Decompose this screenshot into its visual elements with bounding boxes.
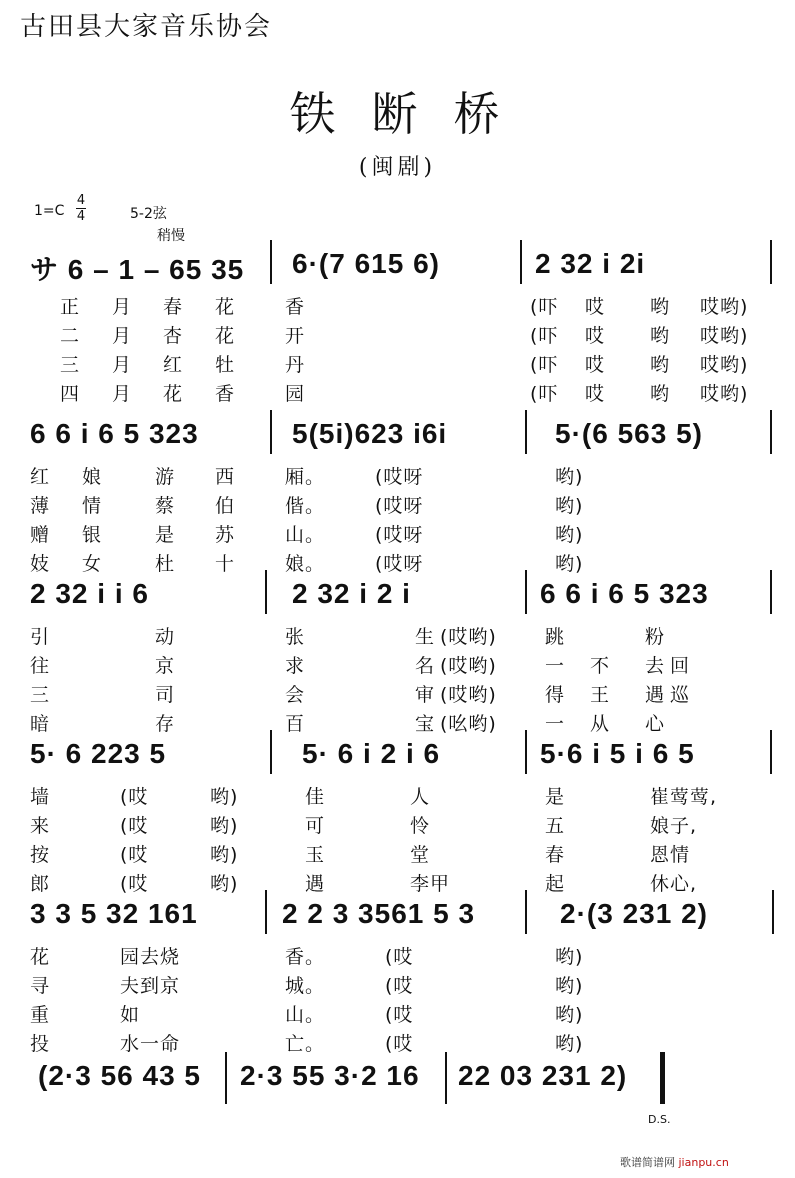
lyric-word: 崔莺莺, — [650, 786, 718, 808]
lyric-word: 哟) — [210, 844, 239, 866]
note-segment: 6 6 i 6 5 323 — [540, 578, 709, 609]
lyric-word: 起 — [545, 873, 566, 895]
dal-segno-mark: D.S. — [648, 1113, 671, 1126]
lyric-word: 京 — [155, 655, 176, 677]
lyric-word: 司 — [155, 684, 176, 706]
lyric-word: 名 — [415, 655, 436, 677]
note-segment: 3 3 5 32 161 — [30, 898, 198, 929]
lyric-word: 哎哟) — [700, 383, 749, 405]
lyric-word: 香 — [285, 296, 306, 318]
lyric-word: 红 — [163, 354, 184, 376]
note-segment: 6·(7 615 6) — [292, 248, 440, 279]
lyric-word: 得 — [545, 684, 566, 706]
lyric-line — [0, 520, 795, 546]
lyric-word: (哎 — [385, 946, 414, 968]
lyric-word: 怜 — [410, 815, 431, 837]
lyric-word: (吓 — [530, 296, 559, 318]
lyric-word: 杜 — [155, 553, 176, 575]
lyric-word: 园 — [285, 383, 306, 405]
lyric-word: 宝 — [415, 713, 436, 735]
lyric-line — [0, 622, 795, 648]
note-segment: 2·3 55 3·2 16 — [240, 1060, 420, 1091]
lyric-word: 求 — [285, 655, 306, 677]
lyric-word: 亡。 — [285, 1033, 326, 1055]
lyric-word: 二 — [60, 325, 81, 347]
lyric-line — [0, 549, 795, 575]
lyric-word: 薄 — [30, 495, 51, 517]
lyric-line — [0, 709, 795, 735]
lyric-word: (哎 — [120, 786, 149, 808]
lyric-word: 情 — [82, 495, 103, 517]
lyric-line — [0, 840, 795, 866]
lyric-word: 哟) — [210, 786, 239, 808]
barline — [525, 730, 527, 774]
lyric-word: 月 — [112, 296, 133, 318]
lyric-word: 四 — [60, 383, 81, 405]
lyric-word: 花 — [215, 296, 236, 318]
lyric-word: 李甲 — [410, 873, 451, 895]
lyric-line — [0, 651, 795, 677]
string-tuning: 5-2弦 — [130, 206, 167, 222]
lyric-word: 花 — [215, 325, 236, 347]
lyric-word: 投 — [30, 1033, 51, 1055]
lyric-word: 重 — [30, 1004, 51, 1026]
barline — [770, 570, 772, 614]
lyric-word: 夫到京 — [120, 975, 181, 997]
lyric-word: 是 — [155, 524, 176, 546]
lyric-word: (吓 — [530, 325, 559, 347]
lyric-word: 香。 — [285, 946, 326, 968]
barline — [270, 240, 272, 284]
lyric-word: 花 — [30, 946, 51, 968]
lyric-word: 回 — [670, 655, 691, 677]
lyric-word: 堂 — [410, 844, 431, 866]
lyric-word: (哎 — [385, 975, 414, 997]
note-segment: サ 6 – 1 – 65 35 — [30, 254, 245, 285]
lyric-line — [0, 321, 795, 347]
lyric-line — [0, 292, 795, 318]
lyric-word: 王 — [590, 684, 611, 706]
lyric-line — [0, 462, 795, 488]
lyric-word: 动 — [155, 626, 176, 648]
lyric-word: 红 — [30, 466, 51, 488]
meter-bottom: 4 — [76, 209, 86, 224]
barline — [525, 410, 527, 454]
note-segment: 5· 6 i 2 i 6 — [302, 738, 441, 769]
note-segment: 2 32 i i 6 — [30, 578, 149, 609]
lyric-word: (哎 — [385, 1004, 414, 1026]
lyric-word: 百 — [285, 713, 306, 735]
final-barline — [660, 1052, 665, 1104]
lyric-word: 郎 — [30, 873, 51, 895]
lyric-word: 开 — [285, 325, 306, 347]
lyric-word: 哎哟) — [700, 354, 749, 376]
lyric-word: 蔡 — [155, 495, 176, 517]
lyric-line — [0, 811, 795, 837]
lyric-word: 哎 — [585, 325, 606, 347]
lyric-word: 哟) — [555, 466, 584, 488]
note-segment: 2·(3 231 2) — [560, 898, 708, 929]
lyric-word: 五 — [545, 815, 566, 837]
note-segment: 6 6 i 6 5 323 — [30, 418, 199, 449]
lyric-word: 哟) — [555, 524, 584, 546]
lyric-word: 哎 — [585, 383, 606, 405]
lyric-word: 张 — [285, 626, 306, 648]
barline — [225, 1052, 227, 1104]
lyric-word: 女 — [82, 553, 103, 575]
lyric-word: 月 — [112, 354, 133, 376]
barline — [770, 240, 772, 284]
lyric-word: 春 — [545, 844, 566, 866]
lyric-word: 花 — [163, 383, 184, 405]
lyric-word: 暗 — [30, 713, 51, 735]
lyric-word: 按 — [30, 844, 51, 866]
lyric-word: 月 — [112, 325, 133, 347]
footer-url: jianpu.cn — [678, 1156, 729, 1169]
lyric-word: 春 — [163, 296, 184, 318]
lyric-word: 正 — [60, 296, 81, 318]
lyric-word: 十 — [215, 553, 236, 575]
lyric-word: 银 — [82, 524, 103, 546]
lyric-word: 娘。 — [285, 553, 326, 575]
lyric-word: 哟 — [650, 325, 671, 347]
lyric-word: 伯 — [215, 495, 236, 517]
lyric-word: (哎 — [120, 873, 149, 895]
song-subtitle: (闽剧) — [358, 155, 437, 180]
lyric-word: 如 — [120, 1004, 141, 1026]
barline — [770, 730, 772, 774]
lyric-word: 哟) — [210, 873, 239, 895]
lyric-line — [0, 782, 795, 808]
lyric-word: 娘子, — [650, 815, 698, 837]
meter-top: 4 — [76, 193, 86, 208]
lyric-word: 遇 — [305, 873, 326, 895]
barline — [772, 890, 774, 934]
footer-watermark — [620, 1154, 729, 1170]
note-segment: 2 32 i 2i — [535, 248, 646, 279]
time-signature — [76, 193, 86, 224]
lyric-word: 佳 — [305, 786, 326, 808]
lyric-word: (吓 — [530, 383, 559, 405]
lyric-word: 月 — [112, 383, 133, 405]
lyric-word: 往 — [30, 655, 51, 677]
lyric-word: 山。 — [285, 524, 326, 546]
lyric-word: (吆哟) — [440, 713, 497, 735]
note-segment: (2·3 56 43 5 — [38, 1060, 201, 1091]
lyric-word: 审 — [415, 684, 436, 706]
lyric-word: 水一命 — [120, 1033, 181, 1055]
lyric-line — [0, 869, 795, 895]
lyric-word: (哎哟) — [440, 684, 497, 706]
lyric-word: 香 — [215, 383, 236, 405]
lyric-word: 巡 — [670, 684, 691, 706]
lyric-word: 牡 — [215, 354, 236, 376]
lyric-word: (哎呀 — [375, 495, 424, 517]
lyric-word: 哎 — [585, 296, 606, 318]
lyric-word: 哟) — [555, 1004, 584, 1026]
lyric-word: (哎 — [120, 844, 149, 866]
lyric-word: 哎哟) — [700, 325, 749, 347]
lyric-word: 来 — [30, 815, 51, 837]
lyric-word: 三 — [30, 684, 51, 706]
lyric-word: 去 — [645, 655, 666, 677]
barline — [265, 570, 267, 614]
lyric-word: 从 — [590, 713, 611, 735]
lyric-word: 心 — [645, 713, 666, 735]
lyric-word: 引 — [30, 626, 51, 648]
lyric-line — [0, 491, 795, 517]
lyric-word: 哟) — [555, 495, 584, 517]
lyric-word: (哎 — [120, 815, 149, 837]
lyric-word: 哎 — [585, 354, 606, 376]
footer-site: 歌谱简谱网 — [620, 1156, 675, 1169]
lyric-word: 赠 — [30, 524, 51, 546]
barline — [270, 410, 272, 454]
lyric-word: 哟) — [555, 1033, 584, 1055]
lyric-word: 丹 — [285, 354, 306, 376]
tempo-marking: 稍慢 — [157, 228, 185, 244]
lyric-line — [0, 680, 795, 706]
lyric-line — [0, 942, 795, 968]
lyric-word: (哎呀 — [375, 466, 424, 488]
lyric-word: 寻 — [30, 975, 51, 997]
lyric-word: 存 — [155, 713, 176, 735]
lyric-line — [0, 971, 795, 997]
lyric-word: 一 — [545, 713, 566, 735]
lyric-word: 哟 — [650, 296, 671, 318]
lyric-word: 苏 — [215, 524, 236, 546]
lyric-word: 西 — [215, 466, 236, 488]
organization-label: 古田县大家音乐协会 — [20, 12, 273, 42]
lyric-word: 游 — [155, 466, 176, 488]
lyric-word: 墙 — [30, 786, 51, 808]
note-segment: 5· 6 223 5 — [30, 738, 167, 769]
lyric-line — [0, 379, 795, 405]
lyric-word: 人 — [410, 786, 431, 808]
lyric-word: 可 — [305, 815, 326, 837]
lyric-word: 会 — [285, 684, 306, 706]
lyric-word: (吓 — [530, 354, 559, 376]
lyric-word: 三 — [60, 354, 81, 376]
lyric-word: (哎 — [385, 1033, 414, 1055]
lyric-word: 是 — [545, 786, 566, 808]
lyric-word: (哎哟) — [440, 626, 497, 648]
lyric-word: (哎呀 — [375, 524, 424, 546]
lyric-word: 哟) — [210, 815, 239, 837]
lyric-word: 休心, — [650, 873, 698, 895]
lyric-word: 哟) — [555, 553, 584, 575]
barline — [445, 1052, 447, 1104]
barline — [770, 410, 772, 454]
lyric-word: 哟 — [650, 383, 671, 405]
barline — [265, 890, 267, 934]
lyric-word: 杏 — [163, 325, 184, 347]
lyric-word: 遇 — [645, 684, 666, 706]
lyric-line — [0, 1000, 795, 1026]
lyric-word: 城。 — [285, 975, 326, 997]
song-title: 铁断桥 — [289, 87, 536, 141]
note-segment: 5·6 i 5 i 6 5 — [540, 738, 695, 769]
lyric-word: 园去烧 — [120, 946, 181, 968]
lyric-word: 娘 — [82, 466, 103, 488]
lyric-word: 哎哟) — [700, 296, 749, 318]
lyric-word: 妓 — [30, 553, 51, 575]
lyric-word: 恩情 — [650, 844, 691, 866]
lyric-word: 粉 — [645, 626, 666, 648]
lyric-word: 一 — [545, 655, 566, 677]
lyric-word: (哎呀 — [375, 553, 424, 575]
lyric-word: 哟) — [555, 946, 584, 968]
lyric-line — [0, 1029, 795, 1055]
lyric-word: 玉 — [305, 844, 326, 866]
barline — [520, 240, 522, 284]
lyric-word: 偕。 — [285, 495, 326, 517]
barline — [270, 730, 272, 774]
barline — [525, 890, 527, 934]
lyric-word: 不 — [590, 655, 611, 677]
lyric-word: 山。 — [285, 1004, 326, 1026]
lyric-word: 厢。 — [285, 466, 326, 488]
note-segment: 2 2 3 3561 5 3 — [282, 898, 476, 929]
lyric-word: (哎哟) — [440, 655, 497, 677]
note-segment: 5(5i)623 i6i — [292, 418, 448, 449]
note-segment: 22 03 231 2) — [458, 1060, 628, 1091]
barline — [525, 570, 527, 614]
lyric-word: 跳 — [545, 626, 566, 648]
note-segment: 5·(6 563 5) — [555, 418, 703, 449]
lyric-word: 哟) — [555, 975, 584, 997]
lyric-word: 哟 — [650, 354, 671, 376]
lyric-word: 生 — [415, 626, 436, 648]
key-signature: 1=C — [34, 203, 65, 219]
lyric-line — [0, 350, 795, 376]
note-segment: 2 32 i 2 i — [292, 578, 411, 609]
